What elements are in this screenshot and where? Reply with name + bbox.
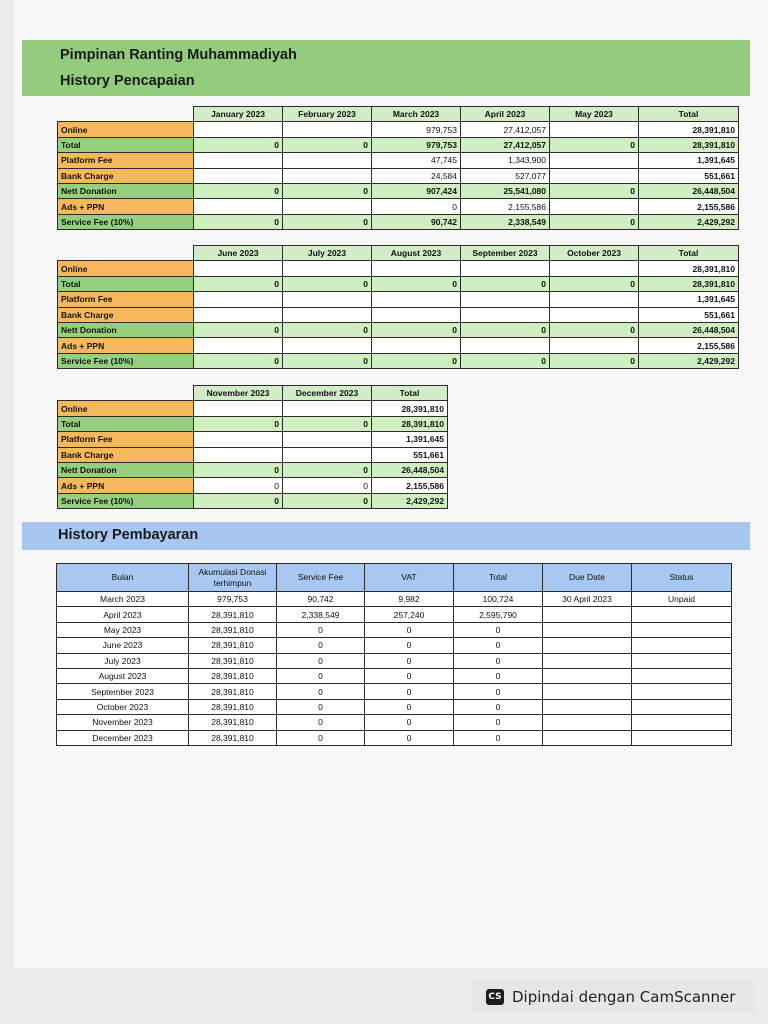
table-row <box>58 416 448 431</box>
pembayaran-cell <box>543 730 632 745</box>
pembayaran-cell: 2,338,549 <box>277 607 365 622</box>
value-cell <box>283 122 372 137</box>
pembayaran-cell: 0 <box>454 622 543 637</box>
pembayaran-cell: 257,240 <box>365 607 454 622</box>
pembayaran-cell: April 2023 <box>57 607 189 622</box>
total-cell: 551,661 <box>372 447 448 462</box>
pembayaran-cell: June 2023 <box>57 638 189 653</box>
pembayaran-cell <box>543 715 632 730</box>
pembayaran-cell: 0 <box>365 715 454 730</box>
total-cell: 28,391,810 <box>639 137 739 152</box>
total-cell: 26,448,504 <box>639 322 739 337</box>
value-cell <box>283 199 372 214</box>
value-cell <box>283 447 372 462</box>
value-cell: 0 <box>550 214 639 229</box>
value-cell: 0 <box>283 183 372 198</box>
table-row <box>58 462 448 477</box>
pembayaran-cell <box>632 715 732 730</box>
month-header: April 2023 <box>461 107 550 122</box>
total-cell: 28,391,810 <box>372 401 448 416</box>
header-band-pembayaran <box>22 522 750 550</box>
value-cell <box>461 261 550 276</box>
value-cell: 25,541,080 <box>461 183 550 198</box>
value-cell: 0 <box>461 322 550 337</box>
row-label: Service Fee (10%) <box>58 214 194 229</box>
pembayaran-row <box>57 668 732 683</box>
pembayaran-cell: 0 <box>454 699 543 714</box>
pembayaran-cell: 0 <box>365 668 454 683</box>
table-header-row <box>58 246 739 261</box>
value-cell <box>283 432 372 447</box>
total-cell: 28,391,810 <box>639 122 739 137</box>
row-label: Service Fee (10%) <box>58 493 194 508</box>
value-cell: 0 <box>194 183 283 198</box>
table-row <box>58 214 739 229</box>
value-cell: 2,338,549 <box>461 214 550 229</box>
value-cell <box>550 122 639 137</box>
table-row <box>58 261 739 276</box>
camscanner-text: Dipindai dengan CamScanner <box>512 988 736 1006</box>
value-cell: 0 <box>283 462 372 477</box>
pembayaran-cell: 0 <box>277 638 365 653</box>
total-cell: 1,391,645 <box>639 292 739 307</box>
value-cell <box>283 261 372 276</box>
pembayaran-cell <box>543 653 632 668</box>
value-cell <box>194 432 283 447</box>
section-title-pencapaian: History Pencapaian <box>60 73 195 89</box>
month-header: November 2023 <box>194 386 283 401</box>
table-row <box>58 168 739 183</box>
value-cell <box>194 401 283 416</box>
table-row <box>58 122 739 137</box>
camscanner-watermark <box>472 981 755 1013</box>
pembayaran-cell <box>632 730 732 745</box>
pembayaran-cell <box>543 622 632 637</box>
value-cell: 0 <box>283 478 372 493</box>
pembayaran-cell: 28,391,810 <box>189 638 277 653</box>
row-label: Total <box>58 137 194 152</box>
pembayaran-cell <box>632 638 732 653</box>
pembayaran-cell: 0 <box>277 730 365 745</box>
value-cell <box>194 153 283 168</box>
pembayaran-column-header: Service Fee <box>277 564 365 592</box>
value-cell <box>194 168 283 183</box>
pembayaran-cell: 0 <box>365 684 454 699</box>
pembayaran-cell: 0 <box>454 668 543 683</box>
pembayaran-cell: October 2023 <box>57 699 189 714</box>
value-cell: 1,343,900 <box>461 153 550 168</box>
value-cell: 24,584 <box>372 168 461 183</box>
pembayaran-row <box>57 730 732 745</box>
total-cell: 26,448,504 <box>639 183 739 198</box>
pencapaian-table-3 <box>57 385 448 509</box>
value-cell: 0 <box>550 183 639 198</box>
month-header: June 2023 <box>194 246 283 261</box>
total-cell: 551,661 <box>639 307 739 322</box>
pembayaran-row <box>57 607 732 622</box>
pembayaran-row <box>57 592 732 607</box>
pembayaran-row <box>57 699 732 714</box>
pembayaran-cell: 0 <box>365 622 454 637</box>
row-label: Online <box>58 261 194 276</box>
pembayaran-cell: December 2023 <box>57 730 189 745</box>
pembayaran-header-row <box>57 564 732 592</box>
value-cell: 0 <box>194 276 283 291</box>
value-cell: 0 <box>194 478 283 493</box>
total-cell: 551,661 <box>639 168 739 183</box>
value-cell <box>283 401 372 416</box>
table-row <box>58 353 739 368</box>
value-cell: 27,412,057 <box>461 122 550 137</box>
table-header-row <box>58 386 448 401</box>
pembayaran-cell: March 2023 <box>57 592 189 607</box>
table-row <box>58 447 448 462</box>
value-cell: 0 <box>194 493 283 508</box>
value-cell <box>550 168 639 183</box>
value-cell: 0 <box>283 416 372 431</box>
value-cell: 0 <box>194 322 283 337</box>
value-cell <box>194 307 283 322</box>
value-cell <box>550 261 639 276</box>
month-header: May 2023 <box>550 107 639 122</box>
pembayaran-column-header: VAT <box>365 564 454 592</box>
camscanner-logo-icon: CS <box>486 989 504 1005</box>
month-header: February 2023 <box>283 107 372 122</box>
row-label: Total <box>58 276 194 291</box>
table-row <box>58 338 739 353</box>
value-cell <box>550 292 639 307</box>
row-label: Platform Fee <box>58 292 194 307</box>
total-header: Total <box>372 386 448 401</box>
value-cell <box>550 153 639 168</box>
value-cell: 979,753 <box>372 137 461 152</box>
pembayaran-column-header: Akumulasi Donasi terhimpun <box>189 564 277 592</box>
table-row <box>58 276 739 291</box>
org-title: Pimpinan Ranting Muhammadiyah <box>60 47 297 63</box>
pembayaran-column-header: Total <box>454 564 543 592</box>
row-label: Ads + PPN <box>58 199 194 214</box>
total-cell: 1,391,645 <box>372 432 448 447</box>
total-cell: 26,448,504 <box>372 462 448 477</box>
value-cell: 0 <box>194 353 283 368</box>
table-row <box>58 401 448 416</box>
table-header-row <box>58 107 739 122</box>
pembayaran-cell: 0 <box>277 699 365 714</box>
pembayaran-cell: 0 <box>365 653 454 668</box>
pembayaran-row <box>57 715 732 730</box>
pembayaran-cell <box>632 684 732 699</box>
value-cell: 0 <box>550 276 639 291</box>
table-row <box>58 153 739 168</box>
header-band-pencapaian <box>22 40 750 96</box>
value-cell <box>194 199 283 214</box>
value-cell: 0 <box>372 322 461 337</box>
pembayaran-cell: 28,391,810 <box>189 730 277 745</box>
pembayaran-row <box>57 622 732 637</box>
pembayaran-column-header: Bulan <box>57 564 189 592</box>
pembayaran-cell: 28,391,810 <box>189 607 277 622</box>
total-cell: 2,155,586 <box>639 199 739 214</box>
value-cell: 0 <box>461 353 550 368</box>
pembayaran-cell <box>543 684 632 699</box>
value-cell <box>283 168 372 183</box>
pembayaran-table <box>56 563 732 746</box>
pembayaran-cell: 979,753 <box>189 592 277 607</box>
total-cell: 28,391,810 <box>639 276 739 291</box>
table-row <box>58 137 739 152</box>
value-cell: 0 <box>283 353 372 368</box>
month-header: October 2023 <box>550 246 639 261</box>
pembayaran-cell: 0 <box>454 684 543 699</box>
table-row <box>58 322 739 337</box>
pembayaran-row <box>57 684 732 699</box>
total-cell: 2,155,586 <box>372 478 448 493</box>
value-cell <box>550 307 639 322</box>
total-cell: 28,391,810 <box>639 261 739 276</box>
pembayaran-cell: 28,391,810 <box>189 668 277 683</box>
pembayaran-cell: 0 <box>277 684 365 699</box>
pembayaran-cell: 28,391,810 <box>189 684 277 699</box>
pembayaran-cell: 9,982 <box>365 592 454 607</box>
value-cell <box>194 261 283 276</box>
pembayaran-cell: November 2023 <box>57 715 189 730</box>
table-row <box>58 493 448 508</box>
pembayaran-cell <box>543 607 632 622</box>
blank-corner-cell <box>58 246 194 261</box>
value-cell <box>461 338 550 353</box>
month-header: December 2023 <box>283 386 372 401</box>
value-cell <box>550 199 639 214</box>
value-cell: 0 <box>283 322 372 337</box>
row-label: Platform Fee <box>58 153 194 168</box>
pembayaran-cell: Unpaid <box>632 592 732 607</box>
row-label: Nett Donation <box>58 183 194 198</box>
value-cell <box>461 307 550 322</box>
pembayaran-cell <box>543 668 632 683</box>
month-header: September 2023 <box>461 246 550 261</box>
value-cell <box>283 153 372 168</box>
row-label: Bank Charge <box>58 307 194 322</box>
value-cell <box>283 292 372 307</box>
table-row <box>58 183 739 198</box>
value-cell <box>372 261 461 276</box>
value-cell: 0 <box>283 137 372 152</box>
pembayaran-cell <box>543 699 632 714</box>
value-cell <box>372 292 461 307</box>
row-label: Nett Donation <box>58 322 194 337</box>
row-label: Ads + PPN <box>58 478 194 493</box>
pembayaran-cell: 0 <box>454 730 543 745</box>
pembayaran-column-header: Status <box>632 564 732 592</box>
pembayaran-cell: 0 <box>277 668 365 683</box>
total-cell: 2,155,586 <box>639 338 739 353</box>
pencapaian-table-1 <box>57 106 739 230</box>
value-cell <box>461 292 550 307</box>
value-cell: 0 <box>283 214 372 229</box>
pembayaran-cell <box>632 653 732 668</box>
value-cell: 0 <box>550 353 639 368</box>
value-cell: 0 <box>372 353 461 368</box>
pembayaran-cell: 28,391,810 <box>189 653 277 668</box>
total-cell: 28,391,810 <box>372 416 448 431</box>
row-label: Online <box>58 401 194 416</box>
table-row <box>58 292 739 307</box>
pembayaran-cell: 90,742 <box>277 592 365 607</box>
value-cell <box>283 338 372 353</box>
blank-corner-cell <box>58 386 194 401</box>
pembayaran-row <box>57 638 732 653</box>
value-cell: 0 <box>194 416 283 431</box>
value-cell: 527,077 <box>461 168 550 183</box>
pembayaran-cell: 28,391,810 <box>189 622 277 637</box>
value-cell <box>194 338 283 353</box>
pembayaran-cell: 0 <box>277 715 365 730</box>
pembayaran-cell: July 2023 <box>57 653 189 668</box>
pembayaran-column-header: Due Date <box>543 564 632 592</box>
table-row <box>58 307 739 322</box>
pembayaran-cell: 0 <box>454 715 543 730</box>
pembayaran-cell: 2,595,790 <box>454 607 543 622</box>
value-cell: 0 <box>372 276 461 291</box>
value-cell: 27,412,057 <box>461 137 550 152</box>
value-cell <box>194 292 283 307</box>
value-cell <box>550 338 639 353</box>
value-cell: 0 <box>194 214 283 229</box>
pembayaran-row <box>57 653 732 668</box>
row-label: Nett Donation <box>58 462 194 477</box>
value-cell <box>372 338 461 353</box>
value-cell <box>372 307 461 322</box>
table-row <box>58 432 448 447</box>
pembayaran-cell <box>632 607 732 622</box>
row-label: Service Fee (10%) <box>58 353 194 368</box>
table-row <box>58 478 448 493</box>
value-cell: 0 <box>194 462 283 477</box>
row-label: Online <box>58 122 194 137</box>
value-cell: 0 <box>283 276 372 291</box>
row-label: Ads + PPN <box>58 338 194 353</box>
section-title-pembayaran: History Pembayaran <box>58 527 199 543</box>
value-cell: 0 <box>550 137 639 152</box>
total-cell: 2,429,292 <box>639 214 739 229</box>
pembayaran-cell: 100,724 <box>454 592 543 607</box>
pembayaran-cell: September 2023 <box>57 684 189 699</box>
pembayaran-cell: 0 <box>277 622 365 637</box>
total-cell: 2,429,292 <box>372 493 448 508</box>
value-cell: 979,753 <box>372 122 461 137</box>
pembayaran-cell: 0 <box>365 699 454 714</box>
value-cell <box>194 122 283 137</box>
month-header: March 2023 <box>372 107 461 122</box>
month-header: July 2023 <box>283 246 372 261</box>
pembayaran-cell: 30 April 2023 <box>543 592 632 607</box>
pembayaran-cell <box>632 668 732 683</box>
row-label: Total <box>58 416 194 431</box>
total-header: Total <box>639 246 739 261</box>
pembayaran-cell: May 2023 <box>57 622 189 637</box>
value-cell <box>194 447 283 462</box>
pembayaran-cell <box>632 622 732 637</box>
row-label: Bank Charge <box>58 168 194 183</box>
month-header: August 2023 <box>372 246 461 261</box>
table-row <box>58 199 739 214</box>
total-header: Total <box>639 107 739 122</box>
value-cell: 2,155,586 <box>461 199 550 214</box>
value-cell: 0 <box>283 493 372 508</box>
blank-corner-cell <box>58 107 194 122</box>
total-cell: 2,429,292 <box>639 353 739 368</box>
pembayaran-cell: 0 <box>454 653 543 668</box>
pembayaran-cell: 0 <box>454 638 543 653</box>
pembayaran-cell: 0 <box>365 730 454 745</box>
value-cell: 0 <box>194 137 283 152</box>
row-label: Platform Fee <box>58 432 194 447</box>
value-cell: 47,745 <box>372 153 461 168</box>
month-header: January 2023 <box>194 107 283 122</box>
value-cell: 0 <box>550 322 639 337</box>
pembayaran-cell: August 2023 <box>57 668 189 683</box>
pembayaran-cell <box>543 638 632 653</box>
pembayaran-cell <box>632 699 732 714</box>
pembayaran-cell: 0 <box>365 638 454 653</box>
row-label: Bank Charge <box>58 447 194 462</box>
pembayaran-cell: 0 <box>277 653 365 668</box>
pembayaran-cell: 28,391,810 <box>189 699 277 714</box>
value-cell: 0 <box>372 199 461 214</box>
value-cell: 90,742 <box>372 214 461 229</box>
pembayaran-cell: 28,391,810 <box>189 715 277 730</box>
total-cell: 1,391,645 <box>639 153 739 168</box>
value-cell: 0 <box>461 276 550 291</box>
pencapaian-table-2 <box>57 245 739 369</box>
value-cell: 907,424 <box>372 183 461 198</box>
value-cell <box>283 307 372 322</box>
